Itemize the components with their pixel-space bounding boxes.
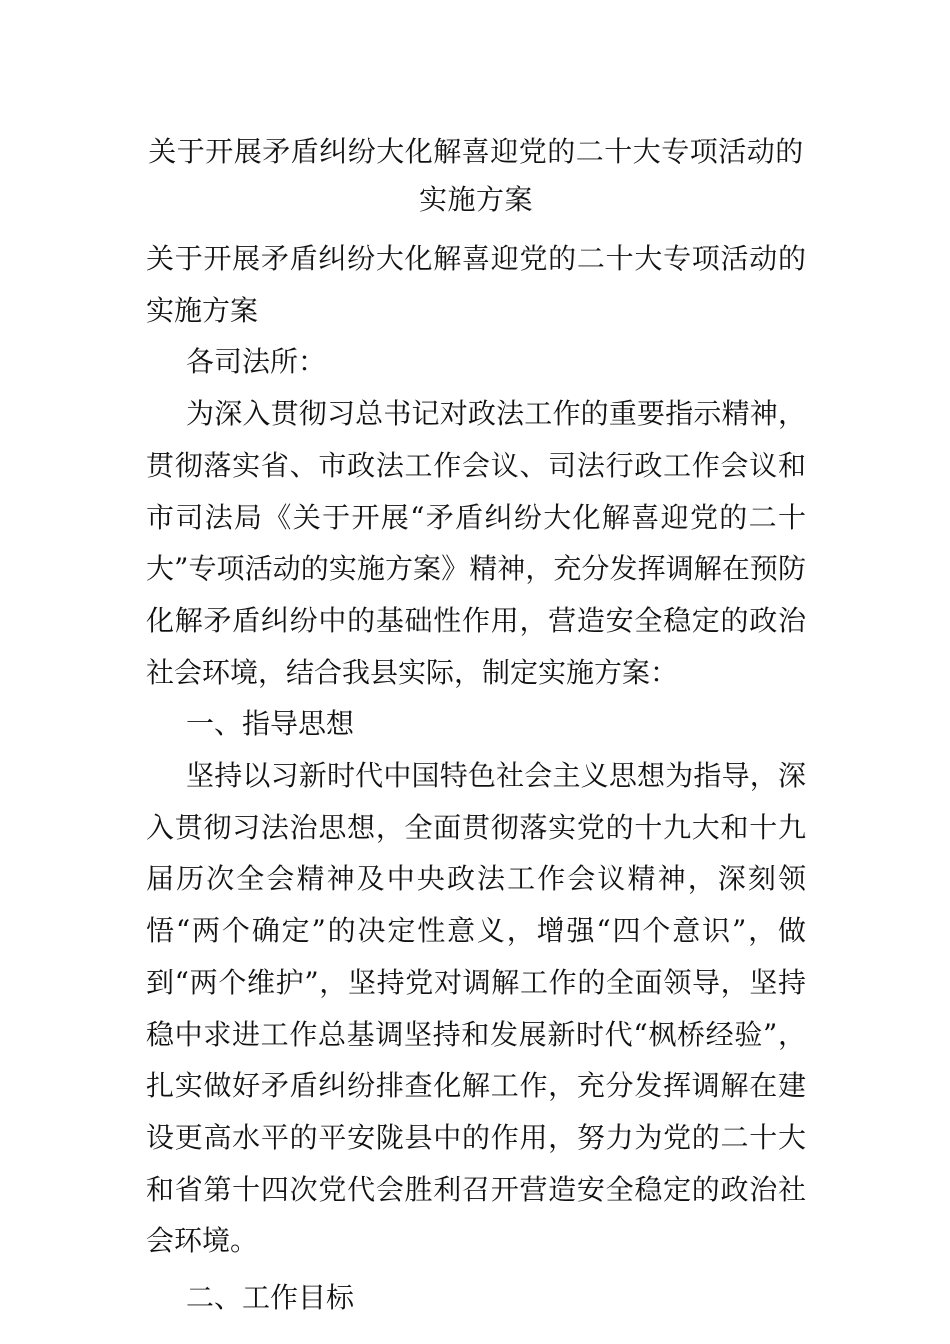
document-title: 关于开展矛盾纠纷大化解喜迎党的二十大专项活动的实施方案 xyxy=(148,135,804,216)
salutation: 各司法所： xyxy=(186,345,327,379)
guiding-ideology-paragraph: 坚持以习新时代中国特色社会主义思想为指导，深入贯彻习法治思想，全面贯彻落实党的十九大和十九届历次全会精神及中央政法工作会议精神，深刻领悟“两个确定”的决定性意义，增强“四个意识”，做到“两个维护”，坚持党对调解工作的全面领导，坚持稳中求进工作总基调坚持和发展新时代“枫桥经验”，扎实做好矛盾纠纷排查化解工作，充分发挥调解在建设更高水平的平安陇县中的作用，努力为党的二十大和省第十四次党代会胜利召开营造安全稳定的政治社会环境。 xyxy=(146,759,806,1258)
section-heading-work-goals: 二、工作目标 xyxy=(186,1281,355,1315)
intro-paragraph: 为深入贯彻习总书记对政法工作的重要指示精神，贯彻落实省、市政法工作会议、司法行政工作会议和市司法局《关于开展“矛盾纠纷大化解喜迎党的二十大”专项活动的实施方案》精神，充分发挥调解在预防化解矛盾纠纷中的基础性作用，营造安全稳定的政治社会环境，结合我县实际，制定实施方案： xyxy=(146,397,806,689)
document-body xyxy=(146,233,806,1324)
section-heading-guiding-ideology: 一、指导思想 xyxy=(186,707,355,741)
repeated-title-line: 关于开展矛盾纠纷大化解喜迎党的二十大专项活动的实施方案 xyxy=(146,242,806,327)
